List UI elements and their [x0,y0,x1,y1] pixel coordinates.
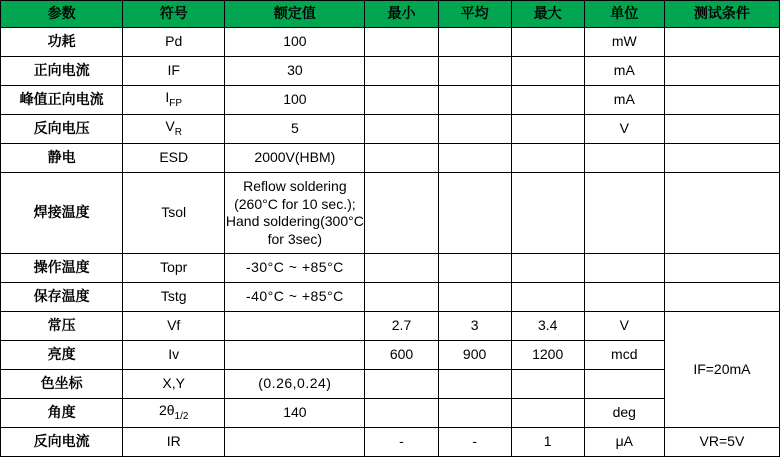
cell-symbol: IR [123,428,225,457]
cell-min [365,28,438,57]
cell-symbol [123,115,225,144]
cell-max [511,254,584,283]
cell-condition [664,254,779,283]
table-row [1,115,780,144]
cell-condition [664,144,779,173]
cell-min [365,254,438,283]
cell-param: 角度 [1,399,123,428]
cell-typ: 3 [438,312,511,341]
cell-param: 亮度 [1,341,123,370]
cell-unit: mcd [584,341,664,370]
cell-unit: mA [584,57,664,86]
cell-min: 2.7 [365,312,438,341]
cell-typ [438,283,511,312]
cell-max [511,144,584,173]
cell-max [511,173,584,254]
cell-rating: (0.26,0.24) [225,370,365,399]
cell-max: 1200 [511,341,584,370]
cell-max [511,399,584,428]
cell-max [511,370,584,399]
symbol-base: I [165,89,170,106]
cell-symbol: Tsol [123,173,225,254]
cell-param: 常压 [1,312,123,341]
cell-symbol: Pd [123,28,225,57]
cell-condition [664,115,779,144]
cell-rating: 30 [225,57,365,86]
symbol-base: V [165,118,175,135]
cell-condition [664,28,779,57]
cell-symbol: ESD [123,144,225,173]
cell-unit: mW [584,28,664,57]
header-cell-param: 参数 [1,1,123,28]
header-cell-symbol: 符号 [123,1,225,28]
cell-typ [438,254,511,283]
cell-symbol: X,Y [123,370,225,399]
table-row [1,283,780,312]
cell-max [511,283,584,312]
cell-condition [664,283,779,312]
cell-max [511,86,584,115]
cell-min [365,86,438,115]
header-cell-max: 最大 [511,1,584,28]
cell-typ [438,370,511,399]
cell-max [511,115,584,144]
cell-min [365,399,438,428]
cell-unit [584,173,664,254]
solder-line-2: (260°C for 10 sec.); [234,195,356,212]
cell-rating [225,428,365,457]
cell-condition-if-group: IF=20mA [664,312,779,428]
cell-unit [584,283,664,312]
cell-param: 静电 [1,144,123,173]
cell-typ [438,86,511,115]
cell-typ: - [438,428,511,457]
cell-condition [664,86,779,115]
cell-condition [664,57,779,86]
cell-rating: -30°C ~ +85°C [225,254,365,283]
cell-param: 色坐标 [1,370,123,399]
cell-unit: V [584,312,664,341]
cell-rating [225,173,365,254]
cell-symbol [123,86,225,115]
cell-param: 峰值正向电流 [1,86,123,115]
cell-param: 焊接温度 [1,173,123,254]
symbol-base: 2θ [158,402,175,419]
cell-condition-vr-group: VR=5V [664,428,779,457]
cell-rating [225,341,365,370]
cell-unit: mA [584,86,664,115]
header-cell-min: 最小 [365,1,438,28]
solder-line-4: for 3sec) [267,230,323,247]
cell-min [365,370,438,399]
cell-unit: μA [584,428,664,457]
cell-typ [438,115,511,144]
cell-param: 反向电压 [1,115,123,144]
cell-param: 操作温度 [1,254,123,283]
cell-typ [438,173,511,254]
table-row [1,370,780,399]
cell-rating: 100 [225,86,365,115]
cell-min [365,173,438,254]
cell-unit [584,370,664,399]
solder-line-3: Hand soldering(300°C [225,213,364,229]
symbol-subscript: R [174,127,182,139]
table-row [1,341,780,370]
cell-rating: 100 [225,28,365,57]
header-cell-rating: 额定值 [225,1,365,28]
cell-rating: 2000V(HBM) [225,144,365,173]
table-header-row [1,1,780,28]
cell-unit [584,254,664,283]
cell-min [365,115,438,144]
table-row [1,173,780,254]
cell-param: 功耗 [1,28,123,57]
cell-typ: 900 [438,341,511,370]
table-row [1,312,780,341]
table-row [1,399,780,428]
cell-symbol [123,399,225,428]
cell-unit [584,144,664,173]
cell-rating: 140 [225,399,365,428]
cell-rating: -40°C ~ +85°C [225,283,365,312]
cell-symbol: Topr [123,254,225,283]
table-row [1,254,780,283]
cell-max [511,57,584,86]
cell-unit: V [584,115,664,144]
symbol-subscript: 1/2 [174,411,189,423]
cell-typ [438,28,511,57]
cell-typ [438,57,511,86]
cell-symbol: IF [123,57,225,86]
solder-line-1: Reflow soldering [243,178,347,194]
cell-max: 1 [511,428,584,457]
table-row [1,428,780,457]
cell-min [365,144,438,173]
cell-symbol: Vf [123,312,225,341]
cell-min: - [365,428,438,457]
cell-param: 反向电流 [1,428,123,457]
cell-min [365,57,438,86]
cell-max: 3.4 [511,312,584,341]
cell-param: 保存温度 [1,283,123,312]
header-cell-typ: 平均 [438,1,511,28]
cell-condition [664,173,779,254]
cell-unit: deg [584,399,664,428]
cell-max [511,28,584,57]
cell-typ [438,399,511,428]
table-row [1,86,780,115]
header-cell-condition: 测试条件 [664,1,779,28]
cell-typ [438,144,511,173]
header-cell-unit: 单位 [584,1,664,28]
cell-param: 正向电流 [1,57,123,86]
cell-rating [225,312,365,341]
cell-min: 600 [365,341,438,370]
table-row [1,144,780,173]
table-row [1,57,780,86]
table-row [1,28,780,57]
cell-symbol: Tstg [123,283,225,312]
cell-symbol: Iv [123,341,225,370]
cell-rating: 5 [225,115,365,144]
symbol-subscript: FP [169,98,183,110]
cell-min [365,283,438,312]
